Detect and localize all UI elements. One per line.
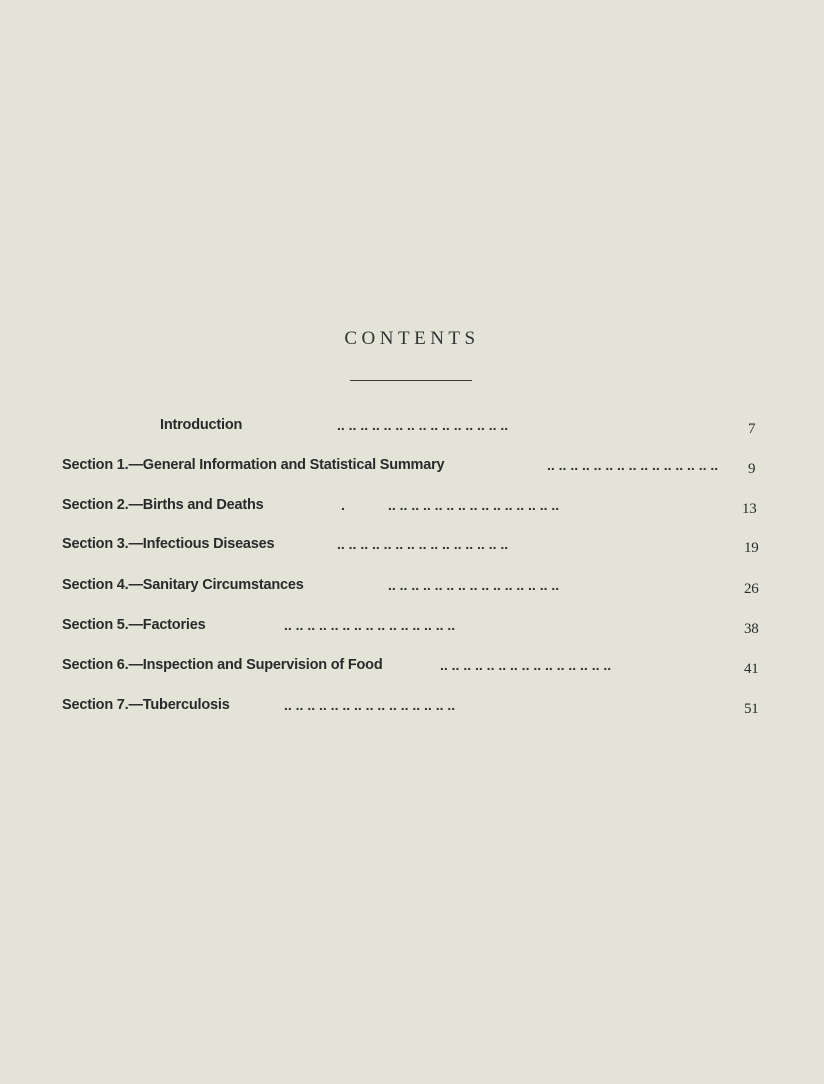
dot-leader-single: . <box>341 497 345 513</box>
toc-entry-label: Section 7.—Tuberculosis <box>62 697 230 713</box>
toc-entry-page-number: 26 <box>744 581 759 597</box>
toc-entry-label: Section 5.—Factories <box>62 617 206 633</box>
toc-entry-page-number: 7 <box>748 421 756 437</box>
dot-leader: .. .. .. .. .. .. .. .. .. .. .. .. .. .. .. <box>440 657 612 673</box>
dot-leader: .. .. .. .. .. .. .. .. .. .. .. .. .. .. .. <box>547 457 719 473</box>
dot-leader: .. .. .. .. .. .. .. .. .. .. .. .. .. .. .. <box>337 417 509 433</box>
toc-entry-page-number: 38 <box>744 621 759 637</box>
page-title: CONTENTS <box>344 328 480 349</box>
toc-entry-section-3[interactable] <box>0 536 800 560</box>
toc-entry-section-2[interactable] <box>0 497 800 521</box>
title-underline <box>350 380 472 381</box>
toc-entry-label: Section 2.—Births and Deaths <box>62 497 264 513</box>
toc-entry-section-6[interactable] <box>0 657 800 681</box>
toc-entry-label: Section 1.—General Information and Statistical Summary <box>62 457 445 473</box>
dot-leader: .. .. .. .. .. .. .. .. .. .. .. .. .. .. .. <box>388 497 560 513</box>
toc-entry-page-number: 41 <box>744 661 759 677</box>
toc-entry-section-1[interactable] <box>0 457 800 481</box>
toc-entry-section-4[interactable] <box>0 577 800 601</box>
toc-entry-page-number: 51 <box>744 701 759 717</box>
toc-entry-label: Section 4.—Sanitary Circumstances <box>62 577 304 593</box>
dot-leader: .. .. .. .. .. .. .. .. .. .. .. .. .. .. .. <box>284 697 456 713</box>
toc-entry-page-number: 9 <box>748 461 756 477</box>
toc-entry-section-7[interactable] <box>0 697 800 721</box>
dot-leader: .. .. .. .. .. .. .. .. .. .. .. .. .. .. .. <box>284 617 456 633</box>
toc-entry-label: Section 6.—Inspection and Supervision of Food <box>62 657 383 673</box>
toc-entry-section-5[interactable] <box>0 617 800 641</box>
toc-entry-label: Section 3.—Infectious Diseases <box>62 536 275 552</box>
toc-entry-page-number: 13 <box>742 501 757 517</box>
dot-leader: .. .. .. .. .. .. .. .. .. .. .. .. .. .. .. <box>337 536 509 552</box>
toc-entry-page-number: 19 <box>744 540 759 556</box>
dot-leader: .. .. .. .. .. .. .. .. .. .. .. .. .. .. .. <box>388 577 560 593</box>
toc-entry-label: Introduction <box>160 417 243 433</box>
toc-entry-introduction[interactable] <box>0 417 800 441</box>
